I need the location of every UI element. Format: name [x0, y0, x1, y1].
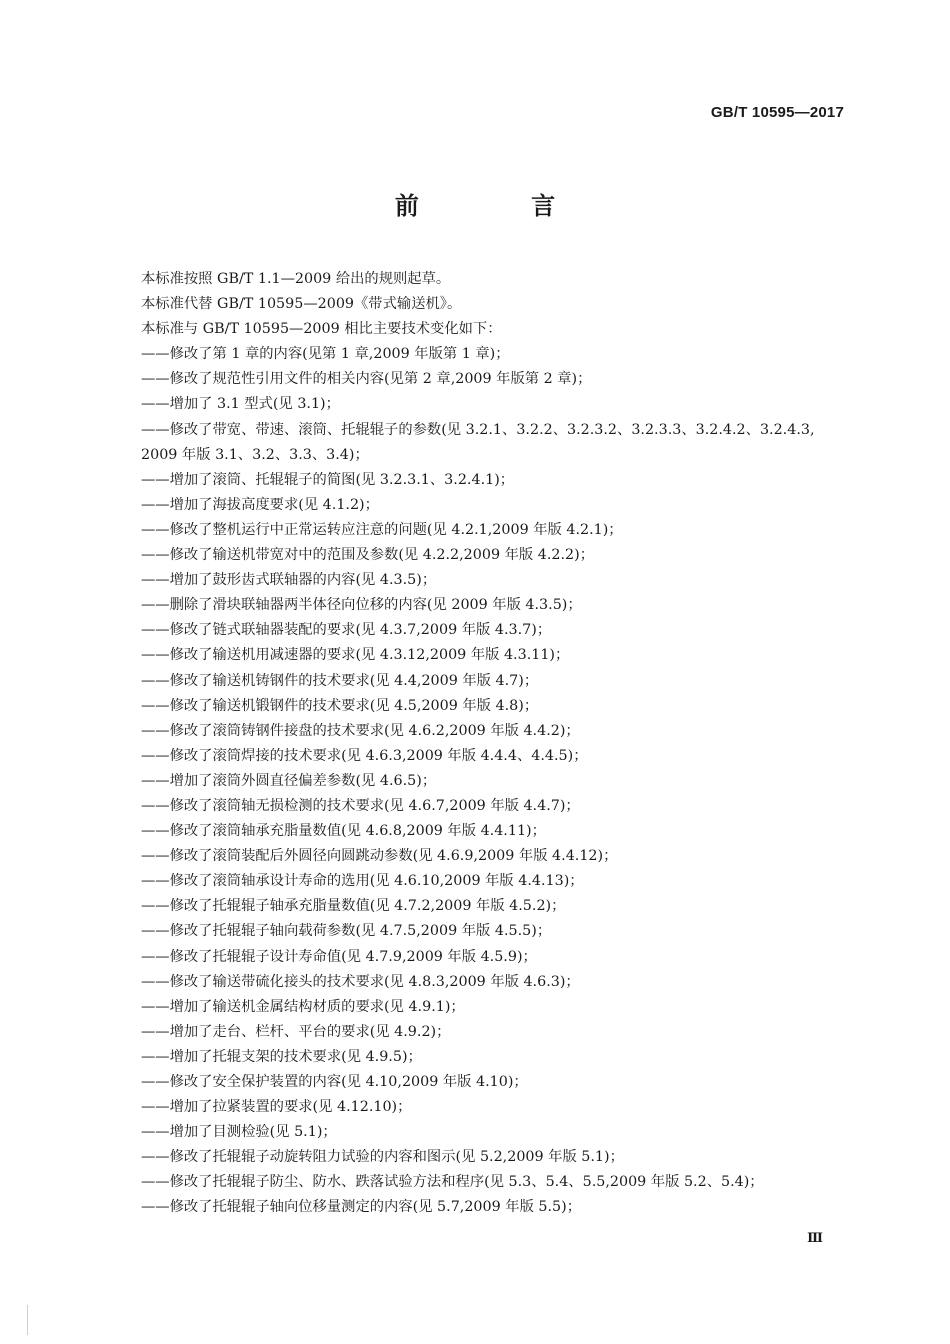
- change-item: ——修改了输送机铸钢件的技术要求(见 4.4,2009 年版 4.7)；: [141, 672, 539, 689]
- section-title: 前 言: [394, 192, 608, 220]
- change-item: ——修改了输送机带宽对中的范围及参数(见 4.2.2,2009 年版 4.2.2)；: [141, 547, 595, 564]
- change-item: ——增加了 3.1 型式(见 3.1)；: [141, 396, 340, 413]
- change-item: ——增加了走台、栏杆、平台的要求(见 4.9.2)；: [141, 1023, 451, 1040]
- change-item: ——增加了海拔高度要求(见 4.1.2)；: [141, 496, 379, 513]
- change-item: ——增加了鼓形齿式联轴器的内容(见 4.3.5)；: [141, 572, 437, 589]
- change-item: ——修改了托辊辊子轴向载荷参数(见 4.7.5,2009 年版 4.5.5)；: [141, 923, 552, 940]
- change-item: ——增加了目测检验(见 5.1)；: [141, 1124, 337, 1141]
- change-item: ——修改了第 1 章的内容(见第 1 章,2009 年版第 1 章)；: [141, 346, 510, 363]
- change-item: ——修改了托辊辊子轴向位移量测定的内容(见 5.7,2009 年版 5.5)；: [141, 1199, 582, 1216]
- change-item: ——修改了链式联轴器装配的要求(见 4.3.7,2009 年版 4.3.7)；: [141, 622, 552, 639]
- change-item-continuation: 2009 年版 3.1、3.2、3.3、3.4)；: [141, 446, 369, 463]
- change-item: ——修改了整机运行中正常运转应注意的问题(见 4.2.1,2009 年版 4.2.1)；: [141, 521, 623, 538]
- change-item: ——修改了托辊辊子轴承充脂量数值(见 4.7.2,2009 年版 4.5.2)；: [141, 898, 566, 915]
- change-item: ——修改了输送带硫化接头的技术要求(见 4.8.3,2009 年版 4.6.3)；: [141, 973, 580, 990]
- change-item: ——修改了滚筒焊接的技术要求(见 4.6.3,2009 年版 4.4.4、4.4.5)；: [141, 747, 588, 764]
- change-item: ——修改了托辊辊子设计寿命值(见 4.7.9,2009 年版 4.5.9)；: [141, 948, 537, 965]
- change-item: ——修改了滚筒轴承充脂量数值(见 4.6.8,2009 年版 4.4.11)；: [141, 823, 546, 840]
- change-item: ——增加了托辊支架的技术要求(见 4.9.5)；: [141, 1048, 422, 1065]
- page-number: Ⅲ: [807, 1231, 823, 1246]
- change-item: ——修改了输送机用减速器的要求(见 4.3.12,2009 年版 4.3.11)；: [141, 647, 570, 664]
- change-item: ——修改了滚筒铸钢件接盘的技术要求(见 4.6.2,2009 年版 4.4.2)；: [141, 722, 580, 739]
- change-item: ——修改了托辊辊子动旋转阻力试验的内容和图示(见 5.2,2009 年版 5.1)；: [141, 1149, 624, 1166]
- preface-body: [141, 267, 861, 1221]
- paragraph: 本标准代替 GB/T 10595—2009《带式输送机》。: [141, 296, 462, 313]
- change-item: ——修改了规范性引用文件的相关内容(见第 2 章,2009 年版第 2 章)；: [141, 371, 592, 388]
- change-item: ——增加了滚筒外圆直径偏差参数(见 4.6.5)；: [141, 772, 437, 789]
- change-item: ——修改了滚筒装配后外圆径向圆跳动参数(见 4.6.9,2009 年版 4.4.12)；: [141, 848, 618, 865]
- standard-code: GB/T 10595—2017: [710, 104, 844, 121]
- change-item: ——修改了滚筒轴承设计寿命的选用(见 4.6.10,2009 年版 4.4.13)；: [141, 873, 584, 890]
- change-item: ——修改了输送机锻钢件的技术要求(见 4.5,2009 年版 4.8)；: [141, 697, 539, 714]
- change-item: ——修改了安全保护装置的内容(见 4.10,2009 年版 4.10)；: [141, 1074, 528, 1090]
- change-item: ——删除了滑块联轴器两半体径向位移的内容(见 2009 年版 4.3.5)；: [141, 597, 582, 614]
- margin-mark: [27, 1305, 28, 1335]
- change-list: [141, 342, 861, 1220]
- paragraph: 本标准按照 GB/T 1.1—2009 给出的规则起草。: [141, 271, 451, 287]
- change-item: ——修改了带宽、带速、滚筒、托辊辊子的参数(见 3.2.1、3.2.2、3.2.3.2、3.2.3.3、3.2.4.2、3.2.4.3,: [141, 421, 815, 438]
- change-item: ——修改了托辊辊子防尘、防水、跌落试验方法和程序(见 5.3、5.4、5.5,2009 年版 5.2、5.4)；: [141, 1174, 764, 1191]
- change-item: ——修改了滚筒轴无损检测的技术要求(见 4.6.7,2009 年版 4.4.7)；: [141, 797, 580, 814]
- change-item: ——增加了滚筒、托辊辊子的简图(见 3.2.3.1、3.2.4.1)；: [141, 471, 515, 488]
- change-item: ——增加了拉紧装置的要求(见 4.12.10)；: [141, 1099, 412, 1116]
- change-item: ——增加了输送机金属结构材质的要求(见 4.9.1)；: [141, 998, 465, 1015]
- paragraph: 本标准与 GB/T 10595—2009 相比主要技术变化如下：: [141, 321, 502, 338]
